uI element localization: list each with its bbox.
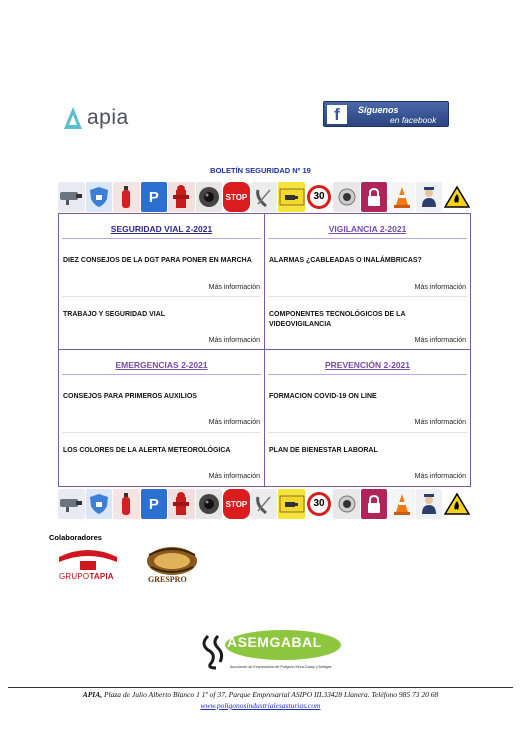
- section-vigilancia: [265, 214, 470, 350]
- divider: [62, 296, 261, 297]
- section-title[interactable]: SEGURIDAD VIAL 2-2021: [110, 224, 213, 234]
- footer-address: [0, 690, 521, 699]
- speed-limit-label: 30: [307, 185, 331, 209]
- tapia-part-b: TAPIA: [89, 572, 114, 581]
- fire-warning-icon: [443, 182, 470, 212]
- dome-camera-icon: [196, 489, 223, 519]
- surveillance-zone-sign-icon: [278, 489, 305, 519]
- article-title[interactable]: COMPONENTES TECNOLÓGICOS DE LA VIDEOVIGILANCIA: [269, 311, 406, 328]
- footer-address-text: Plaza de Julio Alberto Blanco 1 1º of 37, Parque Empresarial ASIPO III.33428 Llanera. Teléfono 985 73 20 68: [102, 690, 439, 699]
- icon-strip-top: [58, 182, 470, 212]
- padlock-icon: [361, 489, 388, 519]
- fire-hydrant-icon: [168, 489, 195, 519]
- traffic-cone-icon: [388, 489, 415, 519]
- divider: [268, 238, 467, 239]
- cctv-camera-icon: [58, 182, 85, 212]
- facebook-icon: f: [327, 105, 347, 124]
- traffic-cone-icon: [388, 182, 415, 212]
- article-title[interactable]: CONSEJOS PARA PRIMEROS AUXILIOS: [63, 393, 197, 400]
- bullet-camera-icon: [333, 489, 360, 519]
- fire-extinguisher-icon: [113, 182, 140, 212]
- facebook-follow-button[interactable]: [323, 101, 449, 127]
- stop-sign-icon: STOP: [223, 182, 250, 212]
- article-title[interactable]: FORMACION COVID-19 ON LINE: [269, 393, 377, 400]
- shield-lock-icon: [86, 182, 113, 212]
- no-phone-icon: [251, 182, 278, 212]
- divider: [62, 374, 261, 375]
- divider: [268, 432, 467, 433]
- more-info-link[interactable]: Más información: [414, 337, 466, 344]
- shield-lock-icon: [86, 489, 113, 519]
- section-seguridad-vial: [59, 214, 265, 350]
- more-info-link[interactable]: Más información: [414, 419, 466, 426]
- footer-divider: [8, 687, 513, 688]
- footer-org: APIA,: [82, 690, 103, 699]
- facebook-label-line2: en facebook: [390, 115, 437, 125]
- collaborators-label: Colaboradores: [49, 533, 102, 542]
- asemgabal-subtitle: Asociación de Empresarios del Polígono Mora-Garay y Bobiges: [230, 665, 332, 669]
- divider: [62, 432, 261, 433]
- fire-hydrant-icon: [168, 182, 195, 212]
- divider: [268, 374, 467, 375]
- grupo-tapia-logo-text[interactable]: [59, 572, 114, 581]
- more-info-link[interactable]: Más información: [208, 419, 260, 426]
- icon-strip-bottom: [58, 489, 470, 519]
- padlock-icon: [361, 182, 388, 212]
- security-guard-icon: [416, 182, 443, 212]
- divider: [268, 296, 467, 297]
- asemgabal-name: ASEMGABAL: [227, 634, 322, 650]
- footer-website-link[interactable]: www.poligonosindustrialesasturias.com: [200, 701, 321, 710]
- article-title[interactable]: TRABAJO Y SEGURIDAD VIAL: [63, 311, 166, 318]
- more-info-link[interactable]: Más información: [414, 473, 466, 480]
- section-title[interactable]: EMERGENCIAS 2-2021: [115, 360, 208, 370]
- more-info-link[interactable]: Más información: [414, 284, 466, 291]
- surveillance-zone-sign-icon: [278, 182, 305, 212]
- bulletin-grid: [58, 213, 471, 487]
- security-guard-icon: [416, 489, 443, 519]
- article-title[interactable]: ALARMAS ¿CABLEADAS O INALÁMBRICAS?: [269, 257, 422, 264]
- article-title[interactable]: LOS COLORES DE LA ALERTA METEOROLÓGICA: [63, 447, 231, 454]
- article-title[interactable]: PLAN DE BIENESTAR LABORAL: [269, 447, 378, 454]
- divider: [62, 238, 261, 239]
- no-phone-icon: [251, 489, 278, 519]
- cctv-camera-icon: [58, 489, 85, 519]
- more-info-link[interactable]: Más información: [208, 473, 260, 480]
- article-title[interactable]: DIEZ CONSEJOS DE LA DGT PARA PONER EN MARCHA: [63, 257, 252, 264]
- section-title[interactable]: VIGILANCIA 2-2021: [328, 224, 407, 234]
- section-emergencias: [59, 350, 265, 486]
- tapia-part-a: GRUPO: [59, 572, 90, 581]
- speed-limit-30-icon: [306, 182, 333, 212]
- speed-limit-30-icon: [306, 489, 333, 519]
- stop-sign-icon: STOP: [223, 489, 250, 519]
- fire-extinguisher-icon: [113, 489, 140, 519]
- parking-sign-icon: P: [141, 489, 168, 519]
- section-prevencion: [265, 350, 470, 486]
- facebook-label-line1: Síguenos: [358, 105, 399, 115]
- dome-camera-icon: [196, 182, 223, 212]
- parking-sign-icon: P: [141, 182, 168, 212]
- bullet-camera-icon: [333, 182, 360, 212]
- section-title[interactable]: PREVENCIÓN 2-2021: [324, 360, 411, 370]
- apia-logo-text: apia: [87, 106, 129, 129]
- more-info-link[interactable]: Más información: [208, 284, 260, 291]
- fire-warning-icon: [443, 489, 470, 519]
- grespro-logo-text: GRESPRO: [148, 575, 187, 584]
- speed-limit-label: 30: [307, 492, 331, 516]
- bulletin-title: BOLETÍN SEGURIDAD Nº 19: [210, 166, 311, 175]
- more-info-link[interactable]: Más información: [208, 337, 260, 344]
